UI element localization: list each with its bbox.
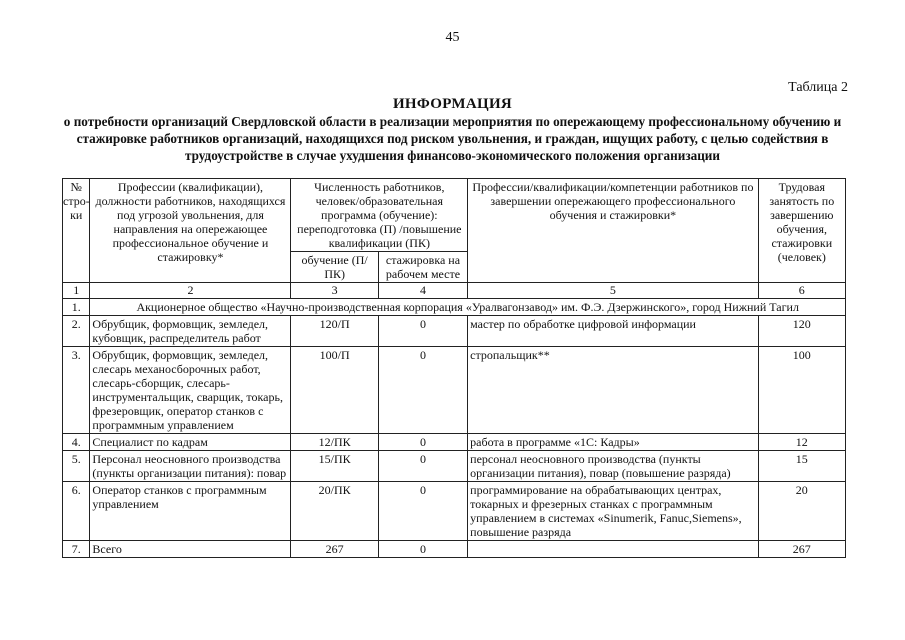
table-label: Таблица 2 (788, 80, 848, 95)
cell-internship: 0 (378, 434, 467, 451)
cell-employment: 20 (758, 482, 845, 541)
cell-internship: 0 (378, 451, 467, 482)
cell-training: 12/ПК (291, 434, 378, 451)
cell-result (468, 541, 758, 558)
cell-training: 120/П (291, 316, 378, 347)
document-title: ИНФОРМАЦИЯ (392, 96, 513, 112)
cell-employment: 12 (758, 434, 845, 451)
total-row (63, 541, 846, 558)
column-number: 2 (90, 283, 291, 299)
row-number: 1. (63, 299, 90, 316)
organization-row (63, 299, 846, 316)
cell-internship: 0 (378, 482, 467, 541)
table-row (63, 316, 846, 347)
row-number: 3. (63, 347, 90, 434)
row-number: 5. (63, 451, 90, 482)
header-profession: Профессии (квалификации), должности работников, находящихся под угрозой увольнения, для направления на опережающее профессиональное обучение и стажировку* (90, 179, 291, 283)
cell-employment: 120 (758, 316, 845, 347)
cell-profession: Специалист по кадрам (90, 434, 291, 451)
cell-profession: Персонал неосновного производства (пункты организации питания): повар (90, 451, 291, 482)
row-number: 2. (63, 316, 90, 347)
cell-internship: 0 (378, 316, 467, 347)
page-number: 45 (445, 30, 460, 45)
cell-result: программирование на обрабатывающих центрах, токарных и фрезерных станках с программным управлением в системах «Sinumerik, Fanuc,Siemens», повышение разряда (468, 482, 758, 541)
cell-training: 100/П (291, 347, 378, 434)
row-number: 7. (63, 541, 90, 558)
column-number: 3 (291, 283, 378, 299)
row-number: 6. (63, 482, 90, 541)
cell-employment: 267 (758, 541, 845, 558)
row-number: 4. (63, 434, 90, 451)
header-row-number: № стро-ки (63, 179, 90, 283)
header-row (63, 179, 846, 252)
cell-employment: 100 (758, 347, 845, 434)
cell-profession: Оператор станков с программным управлением (90, 482, 291, 541)
table-row (63, 451, 846, 482)
cell-result: персонал неосновного производства (пункты организации питания), повар (повышение разряда) (468, 451, 758, 482)
cell-training: 267 (291, 541, 378, 558)
header-internship: стажировка на рабочем месте (378, 252, 467, 283)
cell-internship: 0 (378, 347, 467, 434)
cell-profession: Обрубщик, формовщик, земледел, слесарь механосборочных работ, слесарь-сборщик, слесарь-инструментальщик, сварщик, токарь, фрезеровщик, оператор станков с программным управлением (90, 347, 291, 434)
table-row (63, 434, 846, 451)
column-number: 1 (63, 283, 90, 299)
cell-result: стропальщик** (468, 347, 758, 434)
column-numbers-row (63, 283, 846, 299)
table-row (63, 347, 846, 434)
column-number: 6 (758, 283, 845, 299)
header-training: обучение (П/ПК) (291, 252, 378, 283)
cell-profession: Всего (90, 541, 291, 558)
column-number: 4 (378, 283, 467, 299)
cell-training: 15/ПК (291, 451, 378, 482)
organization-name: Акционерное общество «Научно-производственная корпорация «Уралвагонзавод» им. Ф.Э. Дзержинского», город Нижний Тагил (90, 299, 846, 316)
cell-internship: 0 (378, 541, 467, 558)
column-number: 5 (468, 283, 758, 299)
table-row (63, 482, 846, 541)
header-employment: Трудовая занятость по завершению обучения, стажировки (человек) (758, 179, 845, 283)
cell-result: мастер по обработке цифровой информации (468, 316, 758, 347)
header-headcount: Численность работников, человек/образовательная программа (обучение): переподготовка (П) /повышение квалификации (ПК) (291, 179, 468, 252)
cell-profession: Обрубщик, формовщик, земледел, кубовщик, распределитель работ (90, 316, 291, 347)
document-subtitle: о потребности организаций Свердловской области в реализации мероприятия по опережающему профессиональному обучению и стажировке работников организаций, находящихся под риском увольнения, и граждан, ищущих работу, с целью содействия в трудоустройстве в случае ухудшения финансово-экономического положения организации (63, 114, 842, 163)
cell-training: 20/ПК (291, 482, 378, 541)
needs-table (62, 178, 846, 558)
cell-result: работа в программе «1С: Кадры» (468, 434, 758, 451)
header-result-profession: Профессии/квалификации/компетенции работников по завершении опережающего профессионального обучения и стажировки* (468, 179, 758, 283)
cell-employment: 15 (758, 451, 845, 482)
